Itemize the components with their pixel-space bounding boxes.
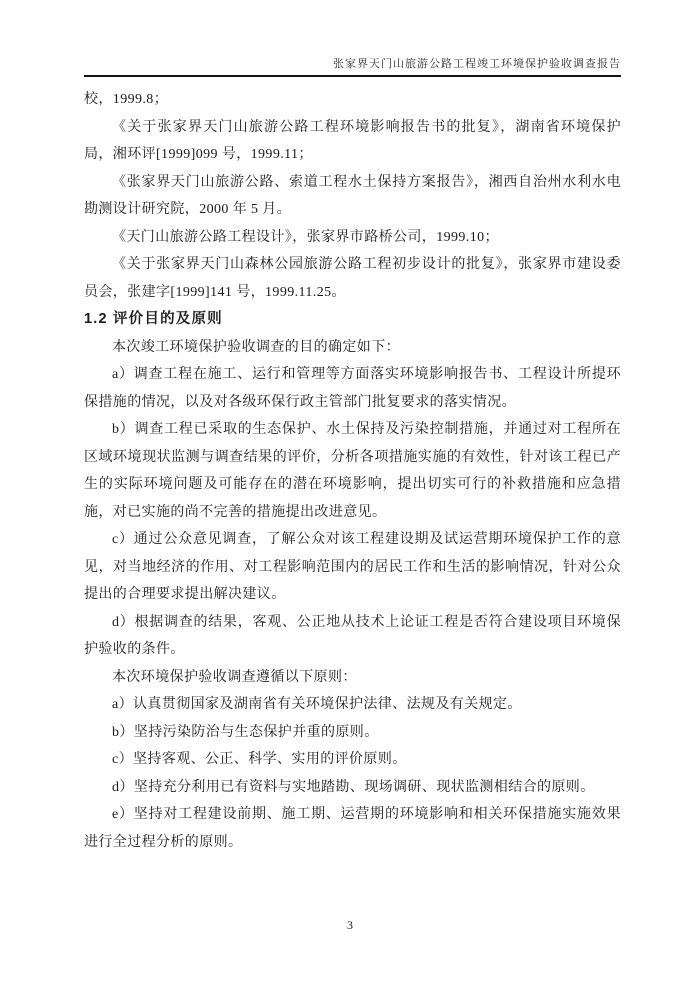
paragraph: 校，1999.8； — [84, 92, 169, 107]
running-header-title: 张家界天门山旅游公路工程竣工环境保护验收调查报告 — [333, 58, 621, 70]
paragraph: 本次竣工环境保护验收调查的目的确定如下： — [112, 339, 400, 355]
paragraph: 《关于张家界天门山旅游公路工程环境影响报告书的批复》，湖南省环境保护局，湘环评[1999]099 号，1999.11； — [84, 119, 621, 162]
paragraph: a）认真贯彻国家及湖南省有关环境保护法律、法规及有关规定。 — [112, 697, 522, 712]
paragraph: c）通过公众意见调查，了解公众对该工程建设期及试运营期环境保护工作的意见，对当地经济的作用、对工程影响范围内的居民工作和生活的影响情况，针对公众提出的合理要求提出解决建议。 — [84, 532, 621, 602]
running-header — [84, 57, 621, 77]
document-body — [84, 86, 621, 856]
page-footer — [0, 918, 700, 933]
page-number: 3 — [347, 918, 353, 932]
paragraph: c）坚持客观、公正、科学、实用的评价原则。 — [112, 752, 407, 767]
paragraph: e）坚持对工程建设前期、施工期、运营期的环境影响和相关环保措施实施效果进行全过程分析的原则。 — [84, 807, 621, 850]
paragraph: a）调查工程在施工、运行和管理等方面落实环境影响报告书、工程设计所提环保措施的情况，以及对各级环保行政主管部门批复要求的落实情况。 — [84, 367, 621, 410]
paragraph: 《关于张家界天门山森林公园旅游公路工程初步设计的批复》，张家界市建设委员会，张建字[1999]141 号，1999.11.25。 — [84, 257, 621, 300]
paragraph: 《天门山旅游公路工程设计》，张家界市路桥公司，1999.10； — [112, 229, 499, 245]
paragraph: b）坚持污染防治与生态保护并重的原则。 — [112, 724, 379, 740]
section-heading: 1.2 评价目的及原则 — [84, 311, 223, 327]
paragraph: 本次环境保护验收调查遵循以下原则： — [112, 669, 357, 685]
paragraph: b）调查工程已采取的生态保护、水土保持及污染控制措施，并通过对工程所在区域环境现状监测与调查结果的评价，分析各项措施实施的有效性，针对该工程已产生的实际环境问题及可能存在的潜在环境影响，提出切实可行的补救措施和应急措施，对已实施的尚不完善的措施提出改进意见。 — [84, 422, 621, 520]
paragraph: d）坚持充分利用已有资料与实地踏勘、现场调研、现状监测相结合的原则。 — [112, 779, 595, 795]
paragraph: d）根据调查的结果，客观、公正地从技术上论证工程是否符合建设项目环境保护验收的条件。 — [84, 614, 621, 657]
paragraph: 《张家界天门山旅游公路、索道工程水土保持方案报告》，湘西自治州水利水电勘测设计研究院，2000 年 5 月。 — [84, 174, 621, 217]
